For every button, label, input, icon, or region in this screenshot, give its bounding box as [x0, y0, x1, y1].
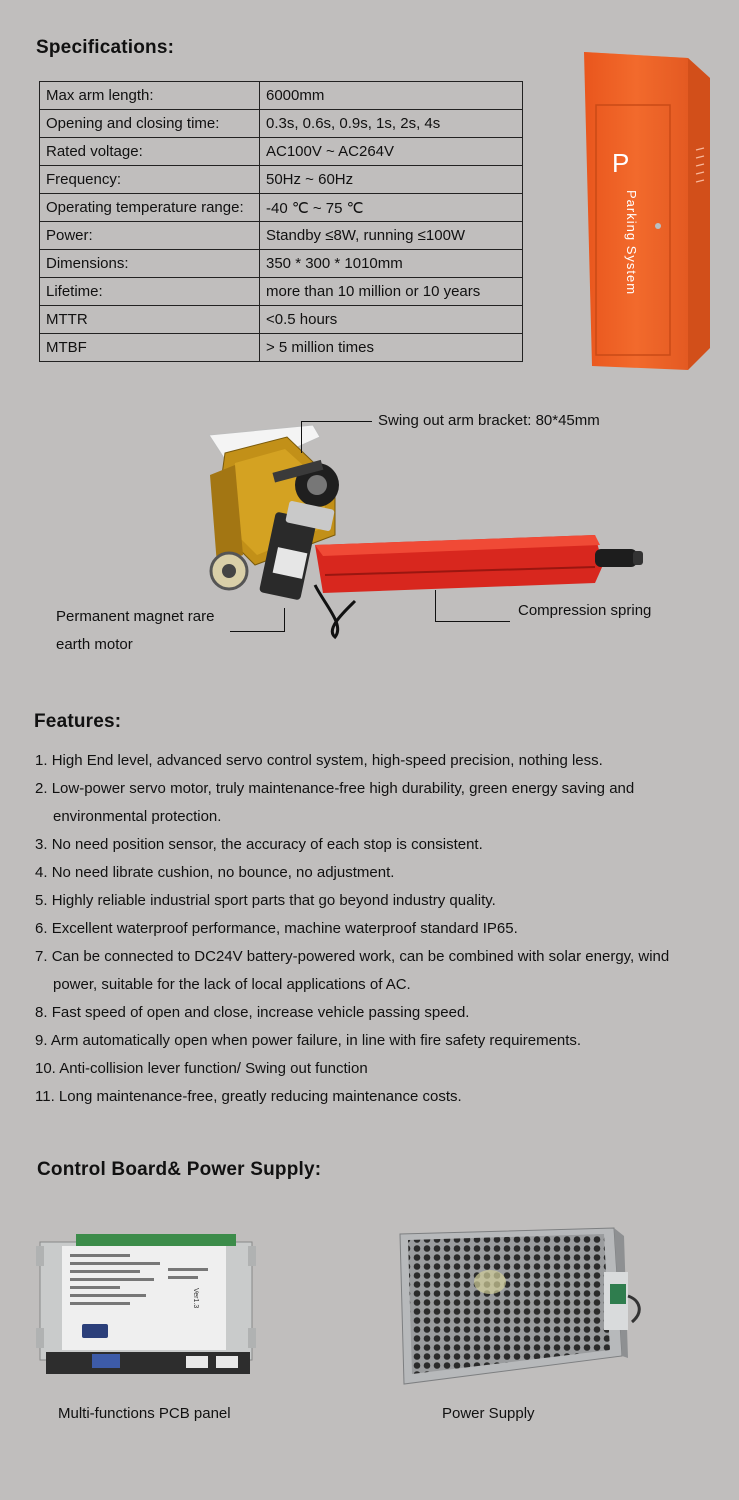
spec-value: more than 10 million or 10 years [260, 278, 523, 306]
feature-item [35, 775, 725, 831]
feature-item [35, 915, 725, 943]
features-list [35, 747, 725, 1111]
feature-number: 3. [35, 836, 48, 853]
pcb-caption: Multi-functions PCB panel [58, 1405, 231, 1422]
motor-callout-stem [284, 608, 285, 632]
feature-text-continued: environmental protection. [53, 808, 222, 825]
pcb-panel-image [36, 1228, 258, 1378]
pcb-version: Ver1.3 [192, 1288, 199, 1309]
spec-value: 6000mm [260, 82, 523, 110]
spec-row [40, 306, 523, 334]
feature-text-continued: power, suitable for the lack of local applications of AC. [53, 976, 411, 993]
spec-label: Max arm length: [40, 82, 260, 110]
features-heading: Features: [34, 711, 122, 732]
spec-value: -40 ℃ ~ 75 ℃ [260, 194, 523, 222]
motor-callout-line [230, 631, 285, 632]
feature-text: Anti-collision lever function/ Swing out function [59, 1060, 368, 1077]
spec-value: 350 * 300 * 1010mm [260, 250, 523, 278]
spec-value: 0.3s, 0.6s, 0.9s, 1s, 2s, 4s [260, 110, 523, 138]
feature-text: Excellent waterproof performance, machine waterproof standard IP65. [51, 920, 518, 937]
feature-number: 11. [35, 1088, 55, 1105]
feature-text: No need librate cushion, no bounce, no adjustment. [51, 864, 395, 881]
spec-row [40, 278, 523, 306]
feature-number: 10. [35, 1060, 56, 1077]
feature-item [35, 747, 725, 775]
motor-label-line1: Permanent magnet rare [56, 608, 215, 625]
spring-callout-line [435, 621, 510, 622]
feature-number: 7. [35, 948, 48, 965]
feature-text: Highly reliable industrial sport parts that go beyond industry quality. [51, 892, 496, 909]
spec-row [40, 194, 523, 222]
spring-callout-stem [435, 590, 436, 622]
spec-value: <0.5 hours [260, 306, 523, 334]
spec-label: Operating temperature range: [40, 194, 260, 222]
spec-value: Standby ≤8W, running ≤100W [260, 222, 523, 250]
feature-item [35, 1055, 725, 1083]
feature-item [35, 943, 725, 999]
spec-row [40, 250, 523, 278]
feature-text: Arm automatically open when power failure, in line with fire safety requirements. [50, 1032, 582, 1049]
feature-number: 9. [35, 1032, 48, 1049]
spec-value: 50Hz ~ 60Hz [260, 166, 523, 194]
control-heading: Control Board& Power Supply: [37, 1159, 322, 1180]
specifications-table [39, 81, 523, 362]
feature-number: 1. [35, 752, 48, 769]
psu-caption: Power Supply [442, 1405, 535, 1422]
specifications-heading: Specifications: [36, 37, 175, 58]
spec-label: Opening and closing time: [40, 110, 260, 138]
spec-row [40, 110, 523, 138]
feature-number: 8. [35, 1004, 48, 1021]
spec-label: MTBF [40, 334, 260, 362]
feature-number: 4. [35, 864, 48, 881]
spec-row [40, 166, 523, 194]
spec-label: Frequency: [40, 166, 260, 194]
spec-row [40, 138, 523, 166]
bracket-label: Swing out arm bracket: 80*45mm [378, 412, 600, 429]
feature-text: No need position sensor, the accuracy of each stop is consistent. [51, 836, 483, 853]
spec-label: Dimensions: [40, 250, 260, 278]
spec-label: Lifetime: [40, 278, 260, 306]
feature-text: Low-power servo motor, truly maintenance-free high durability, green energy saving and [51, 780, 635, 797]
spec-label: Rated voltage: [40, 138, 260, 166]
feature-text: Long maintenance-free, greatly reducing maintenance costs. [58, 1088, 462, 1105]
feature-item [35, 1083, 725, 1111]
feature-item [35, 999, 725, 1027]
feature-number: 2. [35, 780, 48, 797]
feature-number: 6. [35, 920, 48, 937]
barrier-cabinet-image [578, 48, 718, 376]
bracket-callout-line [301, 421, 372, 422]
feature-item [35, 887, 725, 915]
cabinet-logo-letter: P [612, 148, 630, 178]
spec-value: AC100V ~ AC264V [260, 138, 523, 166]
feature-text: Fast speed of open and close, increase vehicle passing speed. [51, 1004, 470, 1021]
spec-label: Power: [40, 222, 260, 250]
spec-row [40, 222, 523, 250]
bracket-callout-stem [301, 421, 302, 453]
spec-row [40, 82, 523, 110]
spec-value: > 5 million times [260, 334, 523, 362]
feature-text: High End level, advanced servo control system, high-speed precision, nothing less. [51, 752, 603, 769]
feature-item [35, 831, 725, 859]
power-supply-image [392, 1226, 650, 1386]
motor-label-line2: earth motor [56, 636, 133, 653]
feature-number: 5. [35, 892, 48, 909]
spec-row [40, 334, 523, 362]
spring-label: Compression spring [518, 602, 652, 619]
spec-label: MTTR [40, 306, 260, 334]
feature-text: Can be connected to DC24V battery-powered work, can be combined with solar energy, wind [51, 948, 670, 965]
cabinet-logo-text: Parking System [624, 190, 639, 296]
feature-item [35, 1027, 725, 1055]
feature-item [35, 859, 725, 887]
